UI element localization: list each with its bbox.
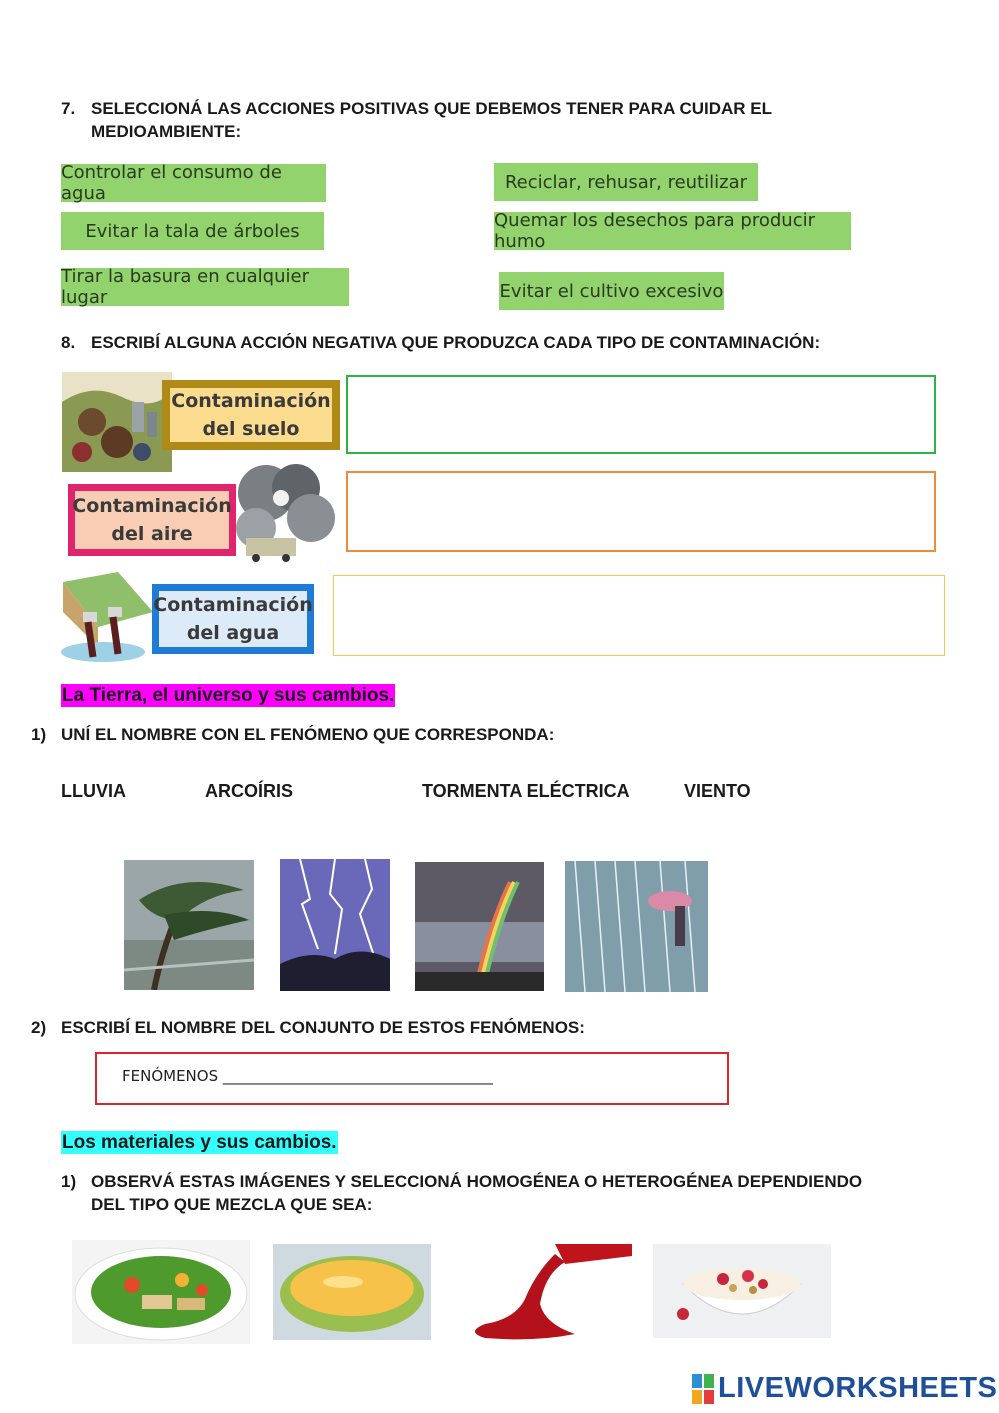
question-text: ESCRIBÍ EL NOMBRE DEL CONJUNTO DE ESTOS FENÓMENOS: [61, 1018, 585, 1037]
materiales-question-1 [61, 1170, 991, 1220]
card-contaminacion-agua: Contaminación del agua [152, 584, 314, 654]
tierra-question-1 [31, 723, 931, 748]
fenomenos-line[interactable]: ____________________________________ [222, 1067, 493, 1085]
tierra-question-2 [31, 1016, 931, 1041]
word-arcoiris[interactable]: ARCOÍRIS [205, 781, 294, 801]
answer-box-agua[interactable] [333, 575, 945, 656]
brand-name: LIVEWORKSHEETS [718, 1372, 998, 1404]
rainbow-photo[interactable] [415, 862, 544, 991]
question-8 [61, 331, 961, 356]
liveworksheets-logo-icon [692, 1374, 716, 1404]
lightning-photo[interactable] [280, 859, 390, 991]
question-text: OBSERVÁ ESTAS IMÁGENES Y SELECCIONÁ HOMOGÉNEA O HETEROGÉNEA DEPENDIENDO DEL TIPO QUE MEZCLA QUE SEA: [91, 1172, 863, 1214]
question-7 [61, 97, 961, 147]
option-controlar-agua[interactable]: Controlar el consumo de agua [61, 164, 326, 202]
answer-box-suelo[interactable] [346, 375, 936, 454]
question-number: 2) [31, 1018, 47, 1037]
question-text: SELECCIONÁ LAS ACCIONES POSITIVAS QUE DEBEMOS TENER PARA CUIDAR EL MEDIOAMBIENTE: [91, 99, 773, 141]
option-evitar-tala[interactable]: Evitar la tala de árboles [61, 212, 324, 250]
cereal-photo[interactable] [653, 1244, 831, 1338]
question-number: 7. [61, 99, 76, 118]
question-number: 1) [31, 725, 47, 744]
section-heading-materiales [61, 1132, 338, 1154]
air-pollution-image [226, 458, 338, 563]
card-contaminacion-suelo: Contaminación del suelo [162, 380, 340, 450]
question-number: 8. [61, 333, 76, 352]
question-text: ESCRIBÍ ALGUNA ACCIÓN NEGATIVA QUE PRODUZCA CADA TIPO DE CONTAMINACIÓN: [91, 333, 821, 352]
fenomenos-box[interactable] [95, 1052, 729, 1105]
salad-photo[interactable] [72, 1240, 250, 1344]
liveworksheets-logo [692, 1372, 997, 1405]
answer-box-aire[interactable] [346, 471, 936, 552]
water-pollution-image [58, 572, 158, 662]
card-contaminacion-aire: Contaminación del aire [68, 484, 236, 556]
question-number: 1) [61, 1172, 77, 1191]
word-lluvia[interactable]: LLUVIA [61, 781, 126, 801]
fenomenos-label: FENÓMENOS ____________________________________ [122, 1067, 493, 1085]
section-heading-tierra [61, 685, 395, 707]
puree-photo[interactable] [273, 1244, 431, 1340]
option-reciclar[interactable]: Reciclar, rehusar, reutilizar [494, 163, 758, 201]
highlighted-heading: Los materiales y sus cambios. [62, 1132, 337, 1153]
option-evitar-cultivo[interactable]: Evitar el cultivo excesivo [499, 272, 724, 310]
word-viento[interactable]: VIENTO [684, 781, 751, 801]
word-tormenta-electrica[interactable]: TORMENTA ELÉCTRICA [422, 781, 630, 801]
wind-photo[interactable] [124, 860, 254, 990]
soil-pollution-image [62, 372, 172, 472]
highlighted-heading: La Tierra, el universo y sus cambios. [62, 685, 395, 706]
option-tirar-basura[interactable]: Tirar la basura en cualquier lugar [61, 268, 349, 306]
ketchup-photo[interactable] [455, 1244, 632, 1342]
option-quemar-desechos[interactable]: Quemar los desechos para producir humo [494, 212, 851, 250]
question-text: UNÍ EL NOMBRE CON EL FENÓMENO QUE CORRESPONDA: [61, 725, 555, 744]
rain-photo[interactable] [565, 861, 708, 992]
